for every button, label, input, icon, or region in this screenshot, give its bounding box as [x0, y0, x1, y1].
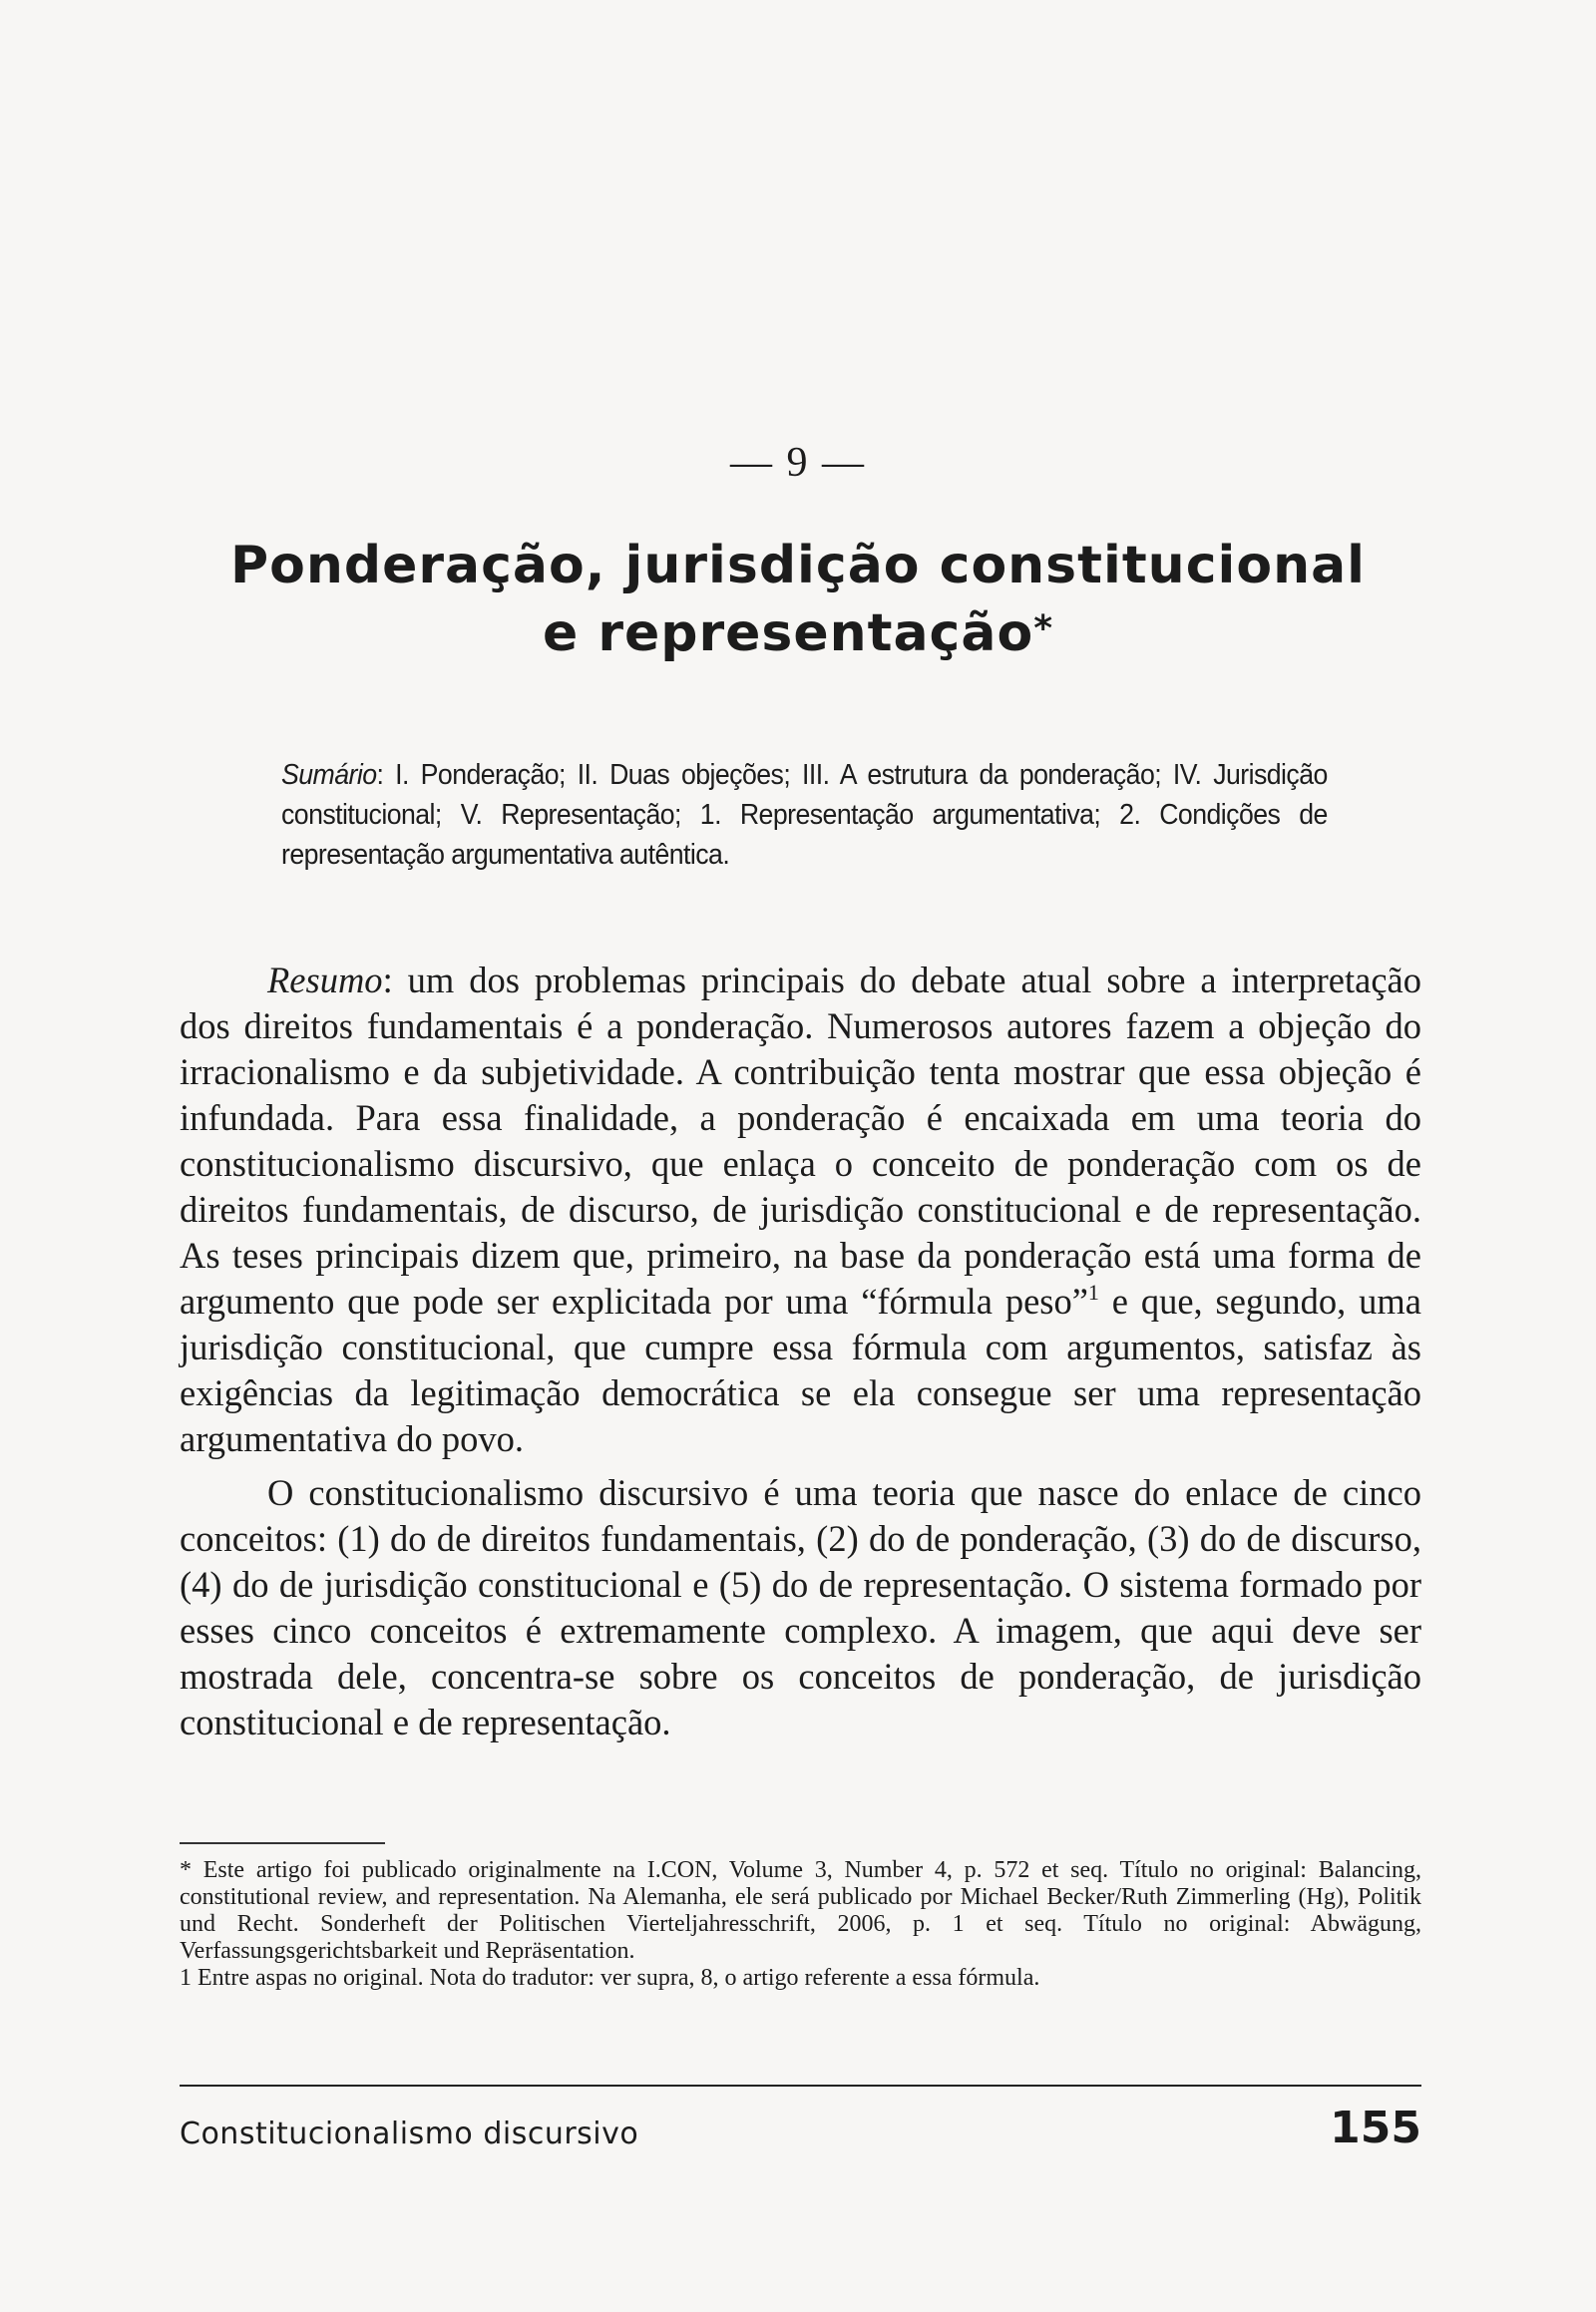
- abstract-label: Resumo: [267, 960, 383, 1000]
- title-footnote-marker: *: [1033, 608, 1054, 649]
- body-text: [180, 958, 1421, 1745]
- chapter-summary: [281, 755, 1328, 875]
- running-footer-title: Constitucionalismo discursivo: [180, 2117, 639, 2151]
- footnote-separator: [180, 1842, 385, 1844]
- body-paragraph-2: O constitucionalismo discursivo é uma teoria que nasce do enlace de cinco conceitos: (1) do de direitos fundamentais, (2) do de ponderação, (3) do de discurso, (4) do de jurisdição constitucional e (5) do de representação. O sistema formado por esses cinco conceitos é extremamente complexo. A imagem, que aqui deve ser mostrada dele, concentra-se sobre os conceitos de ponderação, de jurisdição constitucional e de representação.: [180, 1472, 1421, 1742]
- page-number: 155: [1330, 2103, 1421, 2153]
- footer-rule: [180, 2085, 1421, 2087]
- footnote-star: * Este artigo foi publicado originalmente na I.CON, Volume 3, Number 4, p. 572 et seq. Título no original: Balancing, constitutional review, and representation. Na Alemanha, ele será publicado por Michael Becker/Ruth Zimmerling (Hg), Politik und Recht. Sonderheft der Politischen Vierteljahresschrift, 2006, p. 1 et seq. Título no original: Abwägung, Verfassungsgerichtsbarkeit und Repräsentation.: [180, 1857, 1421, 1964]
- chapter-title-line-2: [180, 597, 1416, 665]
- abstract-paragraph: [180, 958, 1421, 1462]
- chapter-title-line-1: Ponderação, jurisdição constitucional: [229, 536, 1366, 595]
- chapter-title-line-2-text: e representação: [542, 603, 1034, 663]
- chapter-title: [180, 534, 1416, 665]
- footnote-ref-1: 1: [1087, 1280, 1099, 1305]
- abstract-text-a: : um dos problemas principais do debate atual sobre a interpretação dos direitos fundamentais é a ponderação. Numerosos autores fazem a objeção do irracionalismo e da subjetividade. A contribuição tenta mostrar que essa objeção é infundada. Para essa finalidade, a ponderação é encaixada em uma teoria do constitucionalismo discursivo, que enlaça o conceito de ponderação com os de direitos fundamentais, de discurso, de jurisdição constitucional e de representação. As teses principais dizem que, primeiro, na base da ponderação está uma forma de argumento que pode ser explicitada por uma “fórmula peso”: [180, 960, 1421, 1322]
- chapter-number: — 9 —: [730, 440, 866, 486]
- footnote-1: 1 Entre aspas no original. Nota do tradutor: ver supra, 8, o artigo referente a essa fórmula.: [180, 1965, 1040, 1991]
- summary-text: : I. Ponderação; II. Duas objeções; III. A estrutura da ponderação; IV. Jurisdição constitucional; V. Representação; 1. Representação argumentativa; 2. Condições de representação argumentativa autêntica.: [281, 759, 1328, 871]
- abstract-text-b: e que, segundo, uma jurisdição constitucional, que cumpre essa fórmula com argumentos, satisfaz às exigências da legitimação democrática se ela consegue ser uma representação argumentativa do povo.: [180, 1281, 1421, 1459]
- footnotes: [180, 1857, 1421, 1992]
- summary-label: Sumário: [281, 759, 377, 791]
